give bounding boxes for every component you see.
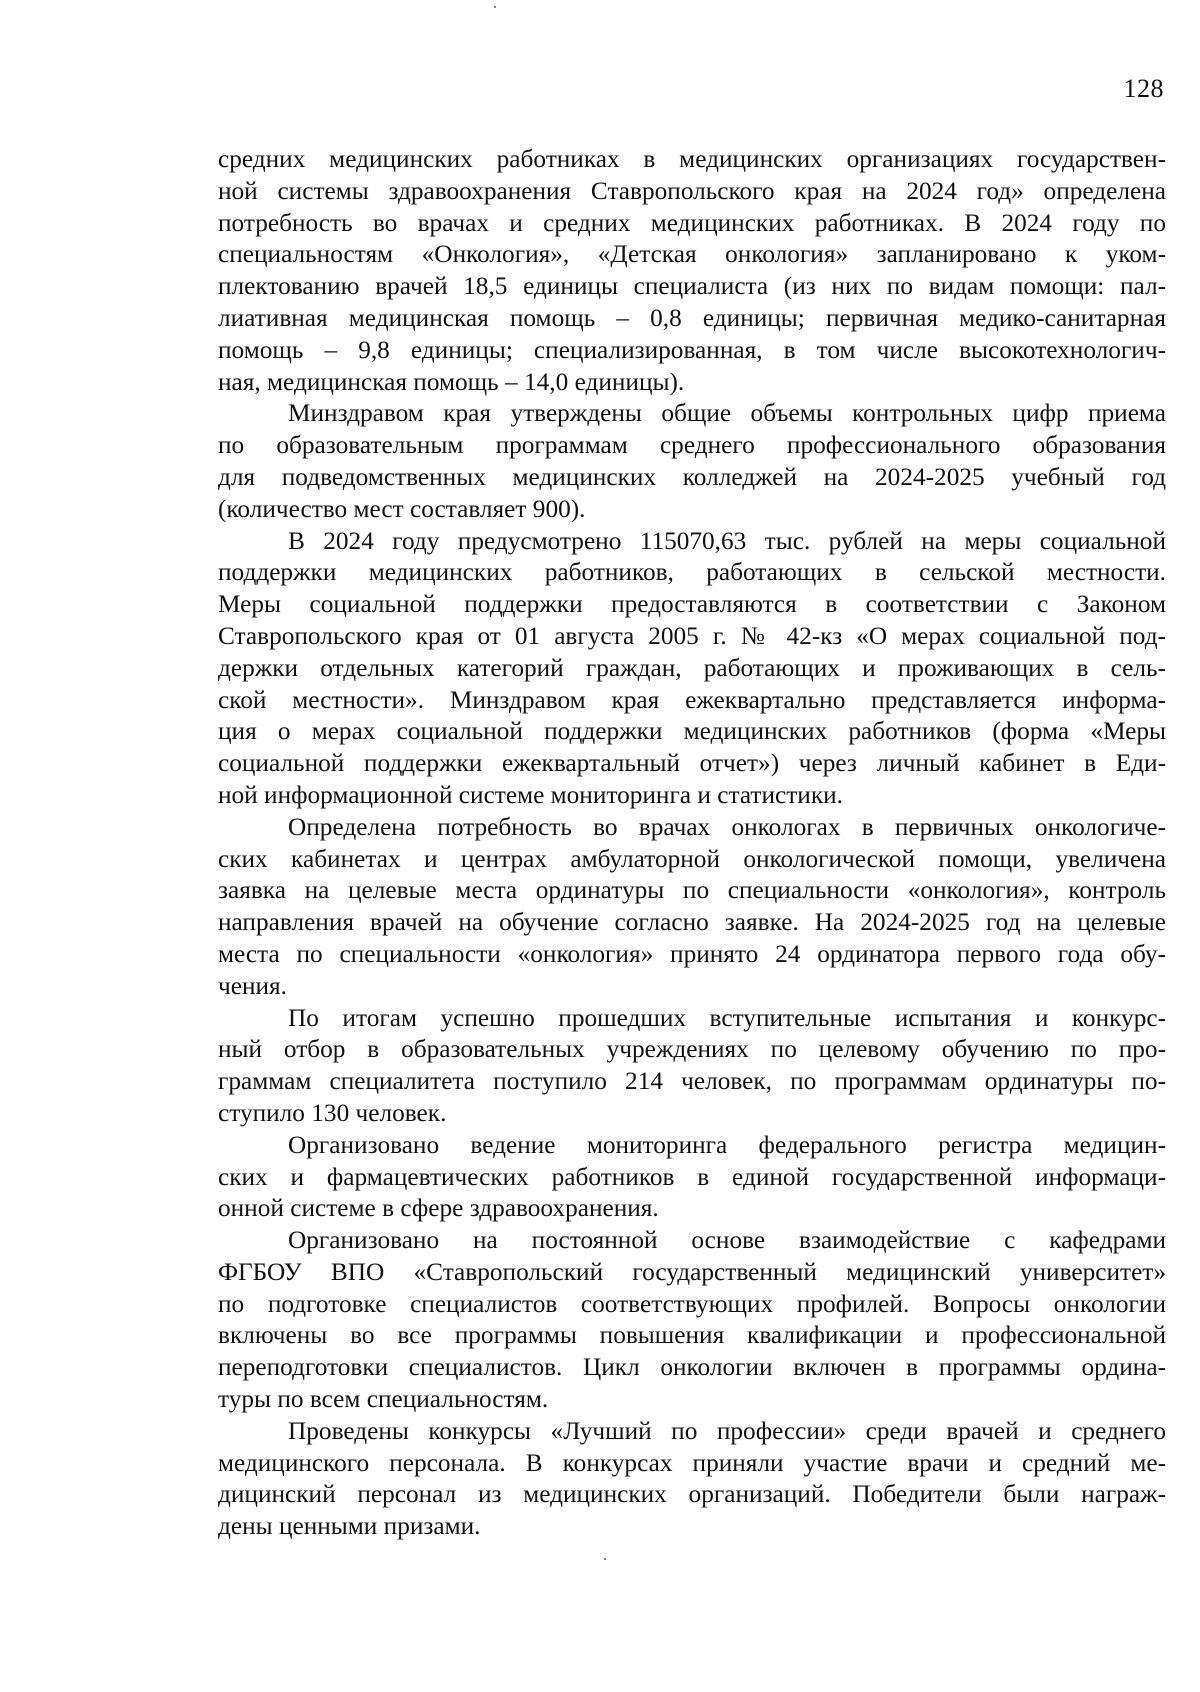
text-line: для подведомственных медицинских колледжей на 2024-2025 учебный год	[218, 462, 1166, 491]
text-line: ция о мерах социальной поддержки медицинских работников (форма «Меры	[218, 717, 1166, 746]
text-line: Организовано на постоянной основе взаимодействие с кафедрами	[288, 1226, 1166, 1255]
text-line: дицинский персонал из медицинских организаций. Победители были награж-	[218, 1480, 1166, 1509]
text-line: граммам специалитета поступило 214 человек, по программам ординатуры по-	[218, 1067, 1166, 1096]
text-line: лиативная медицинская помощь – 0,8 единицы; первичная медико-санитарная	[218, 303, 1166, 332]
text-line: направления врачей на обучение согласно заявке. На 2024-2025 год на целевые	[218, 908, 1166, 937]
text-line: ступило 130 человек.	[218, 1098, 447, 1127]
text-line: заявка на целевые места ординатуры по специальности «онкология», контроль	[218, 876, 1166, 905]
scan-speck	[604, 1558, 606, 1560]
text-line: По итогам успешно прошедших вступительные испытания и конкурс-	[288, 1003, 1166, 1032]
text-line: специальностям «Онкология», «Детская онкология» запланировано к уком-	[218, 240, 1166, 269]
text-line: (количество мест составляет 900).	[218, 494, 586, 523]
scan-speck	[494, 6, 496, 8]
text-line: чения.	[218, 971, 287, 1000]
text-line: средних медицинских работниках в медицинских организациях государствен-	[218, 145, 1166, 173]
text-line: Ставропольского края от 01 августа 2005 г. № 42-кз «О мерах социальной под-	[218, 621, 1166, 650]
text-line: места по специальности «онкология» принято 24 ординатора первого года обу-	[218, 939, 1166, 968]
text-line: поддержки медицинских работников, работающих в сельской местности.	[218, 558, 1166, 587]
text-line: Организовано ведение мониторинга федерального регистра медицин-	[288, 1130, 1166, 1159]
text-line: ной системы здравоохранения Ставропольского края на 2024 год» определена	[218, 176, 1166, 205]
text-line: переподготовки специалистов. Цикл онкологии включен в программы ордина-	[218, 1353, 1166, 1382]
text-line: держки отдельных категорий граждан, работающих и проживающих в сель-	[218, 653, 1166, 682]
text-line: ная, медицинская помощь – 14,0 единицы).	[218, 367, 685, 396]
document-body	[218, 144, 1166, 1543]
text-line: включены во все программы повышения квалификации и профессиональной	[218, 1321, 1166, 1350]
text-line: ФГБОУ ВПО «Ставропольский государственный медицинский университет»	[218, 1257, 1166, 1286]
text-line: ских кабинетах и центрах амбулаторной онкологической помощи, увеличена	[218, 844, 1166, 873]
text-line: социальной поддержки ежеквартальный отчет») через личный кабинет в Еди-	[218, 749, 1166, 778]
text-line: туры по всем специальностям.	[218, 1385, 549, 1414]
text-line: В 2024 году предусмотрено 115070,63 тыс. рублей на меры социальной	[288, 526, 1166, 555]
text-line: Минздравом края утверждены общие объемы контрольных цифр приема	[288, 399, 1166, 428]
text-line: ный отбор в образовательных учреждениях по целевому обучению по про-	[218, 1035, 1166, 1064]
text-line: Проведены конкурсы «Лучший по профессии» среди врачей и среднего	[288, 1416, 1166, 1445]
text-line: потребность во врачах и средних медицинских работниках. В 2024 году по	[218, 208, 1166, 237]
text-line: ских и фармацевтических работников в единой государственной информаци-	[218, 1162, 1166, 1191]
text-line: дены ценными призами.	[218, 1512, 481, 1541]
text-line: Меры социальной поддержки предоставляются в соответствии с Законом	[218, 590, 1166, 619]
text-line: по образовательным программам среднего профессионального образования	[218, 431, 1166, 460]
text-line: медицинского персонала. В конкурсах приняли участие врачи и средний ме-	[218, 1448, 1166, 1477]
text-line: ной информационной системе мониторинга и статистики.	[218, 780, 843, 809]
text-line: помощь – 9,8 единицы; специализированная, в том числе высокотехнологич-	[218, 335, 1166, 364]
text-line: онной системе в сфере здравоохранения.	[218, 1194, 659, 1223]
text-line: ской местности». Минздравом края ежеквартально представляется информа-	[218, 685, 1166, 714]
text-line: по подготовке специалистов соответствующих профилей. Вопросы онкологии	[218, 1289, 1166, 1318]
text-line: плектованию врачей 18,5 единицы специалиста (из них по видам помощи: пал-	[218, 272, 1166, 301]
page-number: 128	[1123, 74, 1164, 103]
text-line: Определена потребность во врачах онкологах в первичных онкологиче-	[288, 812, 1166, 841]
